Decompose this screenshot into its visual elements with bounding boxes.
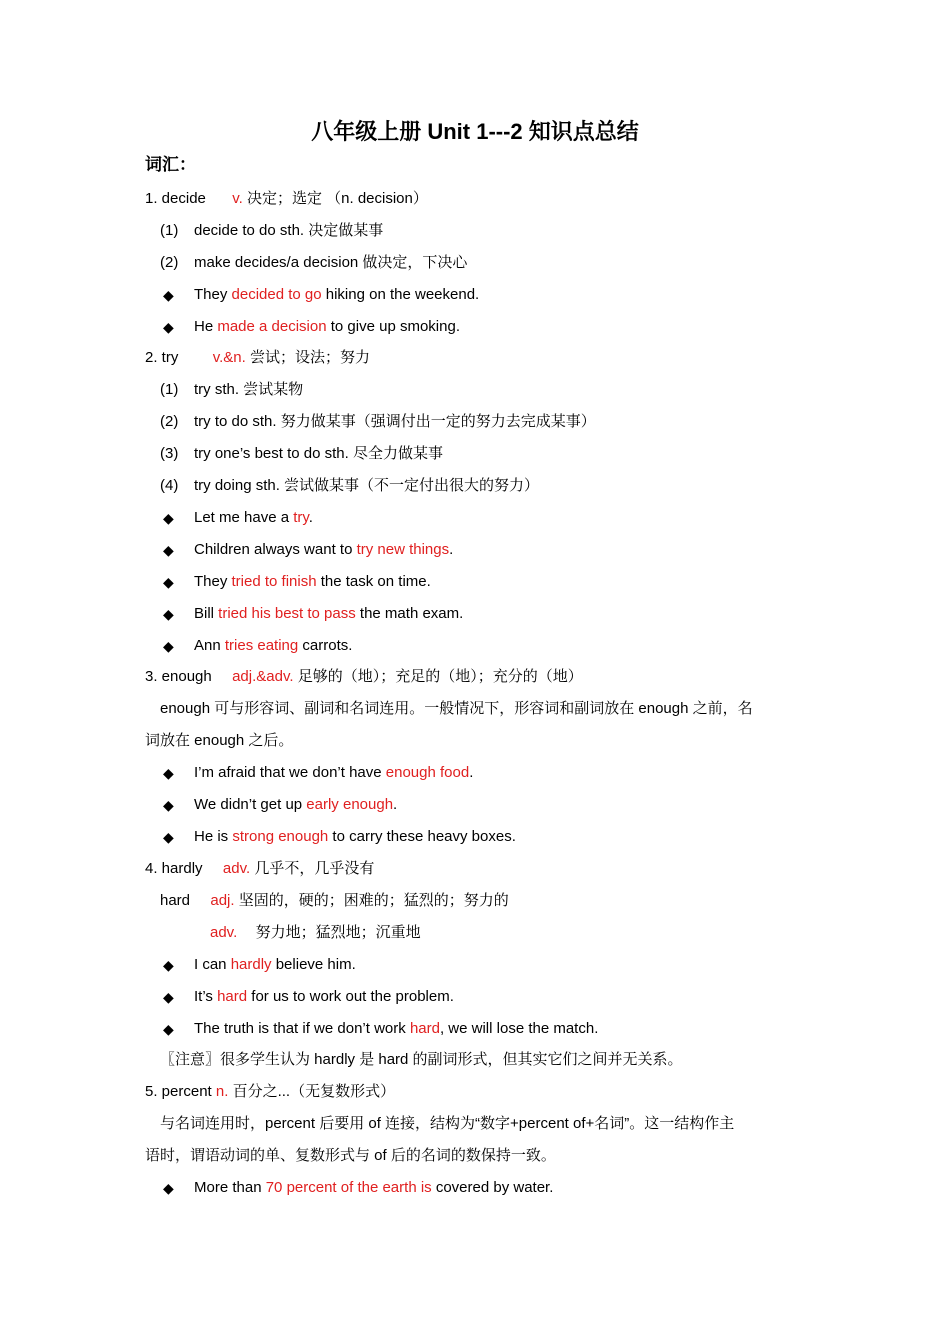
diamond-bullet-icon: ◆ <box>163 989 174 1005</box>
usage-text: try one’s best to do sth. 尽全力做某事 <box>194 445 443 462</box>
diamond-bullet-icon: ◆ <box>163 542 174 558</box>
example-text: He is <box>194 828 233 845</box>
example-highlight: made a decision <box>217 318 327 335</box>
entry-word: 4. hardly <box>145 860 203 877</box>
diamond-bullet-icon: ◆ <box>163 1021 174 1037</box>
diamond-bullet-icon: ◆ <box>163 287 174 303</box>
usage-text: try to do sth. 努力做某事（强调付出一定的努力去完成某事） <box>194 413 596 430</box>
usage-item <box>160 410 810 434</box>
example-highlight: try <box>293 509 309 526</box>
example-sentence <box>194 283 479 307</box>
example-text: More than <box>194 1179 266 1196</box>
example-sentence <box>194 602 463 626</box>
example-highlight: decided to go <box>231 286 322 303</box>
example-text: They <box>194 286 232 303</box>
example-sentence <box>194 570 431 594</box>
entry-try-heading <box>145 346 810 370</box>
example-highlight: early enough <box>306 796 394 813</box>
usage-number: (2) <box>160 254 179 271</box>
related-word-hard <box>160 889 810 913</box>
usage-number: (1) <box>160 381 179 398</box>
entry-word: 5. percent <box>145 1083 212 1100</box>
example-sentence <box>194 985 454 1009</box>
entry-note: 与名词连用时，percent 后要用 of 连接，结构为“数字+percent of+名词”。这一结构作主 <box>160 1115 735 1132</box>
diamond-bullet-icon: ◆ <box>163 797 174 813</box>
usage-number: (1) <box>160 222 179 239</box>
usage-number: (2) <box>160 413 179 430</box>
related-word: hard <box>160 892 191 909</box>
example-text: , we will lose the match. <box>439 1020 599 1037</box>
usage-item <box>160 442 810 466</box>
usage-text: make decides/a decision 做决定，下决心 <box>194 254 468 271</box>
usage-item <box>160 378 810 402</box>
example-text: to carry these heavy boxes. <box>328 828 516 845</box>
example-text: for us to work out the problem. <box>247 988 454 1005</box>
entry-meaning: 几乎不，几乎没有 <box>254 860 375 877</box>
diamond-bullet-icon: ◆ <box>163 638 174 654</box>
diamond-bullet-icon: ◆ <box>163 1180 174 1196</box>
part-of-speech: v. <box>232 190 243 207</box>
entry-enough-heading <box>145 665 810 689</box>
example-text: covered by water. <box>431 1179 554 1196</box>
entry-note-continued: 词放在 enough 之后。 <box>145 732 294 749</box>
example-highlight: enough food <box>385 764 470 781</box>
example-sentence <box>194 761 473 785</box>
usage-item <box>160 219 810 243</box>
example-text: . <box>469 764 474 781</box>
entry-decide-heading <box>145 187 810 211</box>
example-highlight: tried his best to pass <box>218 605 356 622</box>
example-text: the math exam. <box>355 605 464 622</box>
example-text: . <box>393 796 398 813</box>
example-highlight: tries eating <box>224 637 299 654</box>
example-text: I can <box>194 956 231 973</box>
usage-item <box>160 251 810 275</box>
entry-meaning: 尝试；设法；努力 <box>249 349 370 366</box>
example-sentence <box>194 538 453 562</box>
entry-meaning: 决定；选定 （n. decision） <box>246 190 428 207</box>
example-text: He <box>194 318 218 335</box>
example-sentence <box>194 953 356 977</box>
part-of-speech: v.&n. <box>212 349 246 366</box>
entry-note: enough 可与形容词、副词和名词连用。一般情况下，形容词和副词放在 enough 之前，名 <box>160 700 753 717</box>
example-text: They <box>194 573 232 590</box>
diamond-bullet-icon: ◆ <box>163 765 174 781</box>
example-text: to give up smoking. <box>326 318 460 335</box>
usage-number: (3) <box>160 445 179 462</box>
example-text: I’m afraid that we don’t have <box>194 764 386 781</box>
example-sentence <box>194 506 313 530</box>
related-word-hard-adv <box>210 921 810 945</box>
example-sentence <box>194 793 397 817</box>
diamond-bullet-icon: ◆ <box>163 829 174 845</box>
entry-meaning: 百分之...（无复数形式） <box>232 1083 396 1100</box>
related-meaning: 努力地；猛烈地；沉重地 <box>255 924 421 941</box>
usage-text: try sth. 尝试某物 <box>194 381 304 398</box>
example-highlight: try new things <box>356 541 450 558</box>
page-title: 八年级上册 Unit 1---2 知识点总结 <box>311 119 639 144</box>
usage-text: try doing sth. 尝试做某事（不一定付出很大的努力） <box>194 477 540 494</box>
example-sentence <box>194 634 352 658</box>
example-sentence <box>194 1017 598 1041</box>
part-of-speech: n. <box>215 1083 229 1100</box>
example-text: Ann <box>194 637 225 654</box>
part-of-speech: adj.&adv. <box>232 668 294 685</box>
example-text: The truth is that if we don’t work <box>194 1020 410 1037</box>
example-text: hiking on the weekend. <box>321 286 480 303</box>
entry-word: 3. enough <box>145 668 212 685</box>
example-text: It’s <box>194 988 218 1005</box>
example-text: the task on time. <box>316 573 431 590</box>
example-text: Children always want to <box>194 541 357 558</box>
example-text: Bill <box>194 605 219 622</box>
part-of-speech: adv. <box>222 860 251 877</box>
example-sentence <box>194 1176 553 1200</box>
example-highlight: strong enough <box>232 828 329 845</box>
example-text: We didn’t get up <box>194 796 307 813</box>
entry-word: 2. try <box>145 349 179 366</box>
example-text: believe him. <box>271 956 356 973</box>
example-text: carrots. <box>298 637 353 654</box>
entry-word: 1. decide <box>145 190 206 207</box>
example-text: Let me have a <box>194 509 294 526</box>
usage-item <box>160 474 810 498</box>
diamond-bullet-icon: ◆ <box>163 606 174 622</box>
entry-hardly-heading <box>145 857 810 881</box>
entry-meaning: 足够的（地）；充足的（地）；充分的（地） <box>297 668 583 685</box>
diamond-bullet-icon: ◆ <box>163 957 174 973</box>
section-heading: 词汇： <box>145 155 196 174</box>
usage-text: decide to do sth. 决定做某事 <box>194 222 384 239</box>
example-highlight: 70 percent of the earth is <box>265 1179 432 1196</box>
example-highlight: hard <box>409 1020 440 1037</box>
example-sentence <box>194 825 516 849</box>
example-sentence <box>194 315 460 339</box>
part-of-speech: adv. <box>210 924 238 941</box>
entry-note: 〖注意〗很多学生认为 hardly 是 hard 的副词形式，但其实它们之间并无关系。 <box>160 1051 683 1068</box>
example-highlight: hard <box>217 988 248 1005</box>
related-meaning: 坚固的，硬的；困难的；猛烈的；努力的 <box>238 892 509 909</box>
entry-note-continued: 语时，谓语动词的单、复数形式与 of 后的名词的数保持一致。 <box>145 1147 556 1164</box>
example-highlight: tried to finish <box>231 573 317 590</box>
entry-percent-heading <box>145 1080 810 1104</box>
diamond-bullet-icon: ◆ <box>163 574 174 590</box>
diamond-bullet-icon: ◆ <box>163 319 174 335</box>
part-of-speech: adj. <box>210 892 235 909</box>
example-text: . <box>308 509 313 526</box>
example-text: . <box>449 541 454 558</box>
example-highlight: hardly <box>230 956 272 973</box>
diamond-bullet-icon: ◆ <box>163 510 174 526</box>
usage-number: (4) <box>160 477 179 494</box>
